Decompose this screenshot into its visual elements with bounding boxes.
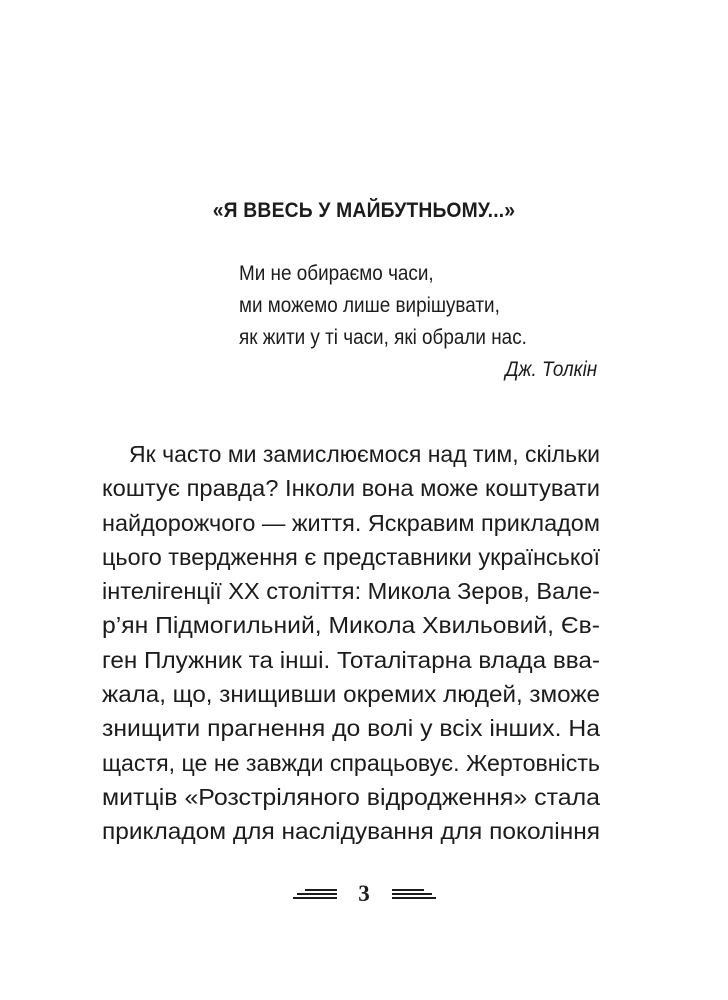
epigraph-line: ми можемо лише вирішувати, (239, 294, 500, 317)
page-number: 3 (358, 880, 370, 906)
body-paragraph (102, 437, 600, 849)
epigraph-line: Ми не обираємо часи, (239, 262, 434, 285)
paragraph-line: коштує правда? Інколи вона може коштувати (102, 475, 601, 502)
paragraph-line: знищити прагнення до волі у всіх інших. На (102, 715, 600, 742)
paragraph-line: інтелігенції ХХ століття: Микола Зеров, Вале- (102, 578, 600, 605)
decorative-lines-icon (392, 889, 436, 899)
paragraph-line: найдорожчого — життя. Яскравим прикладом (102, 509, 600, 536)
paragraph-line: ген Плужник та інші. Тоталітарна влада вва- (102, 646, 600, 673)
paragraph-line: жала, що, знищивши окремих людей, зможе (102, 681, 601, 708)
chapter-title: «Я ВВЕСЬ У МАЙБУТНЬОМУ...» (212, 199, 516, 222)
paragraph-line: Як часто ми замислюємося над тим, скільки (129, 441, 600, 467)
epigraph-author: Дж. Толкін (505, 358, 598, 381)
paragraph-line: цього твердження є представники української (102, 543, 600, 570)
epigraph (239, 258, 598, 386)
paragraph-line: митців «Розстріляного відродження» стала (102, 783, 601, 810)
decorative-lines-icon (293, 889, 337, 899)
paragraph-line: щастя, це не завжди спрацьовує. Жертовність (102, 749, 600, 776)
paragraph-line: прикладом для наслідування для покоління (102, 818, 601, 845)
paragraph-line: р’ян Підмогильний, Микола Хвильовий, Єв- (102, 612, 600, 639)
epigraph-line: як жити у ті часи, які обрали нас. (239, 326, 527, 349)
page-footer (0, 879, 728, 907)
